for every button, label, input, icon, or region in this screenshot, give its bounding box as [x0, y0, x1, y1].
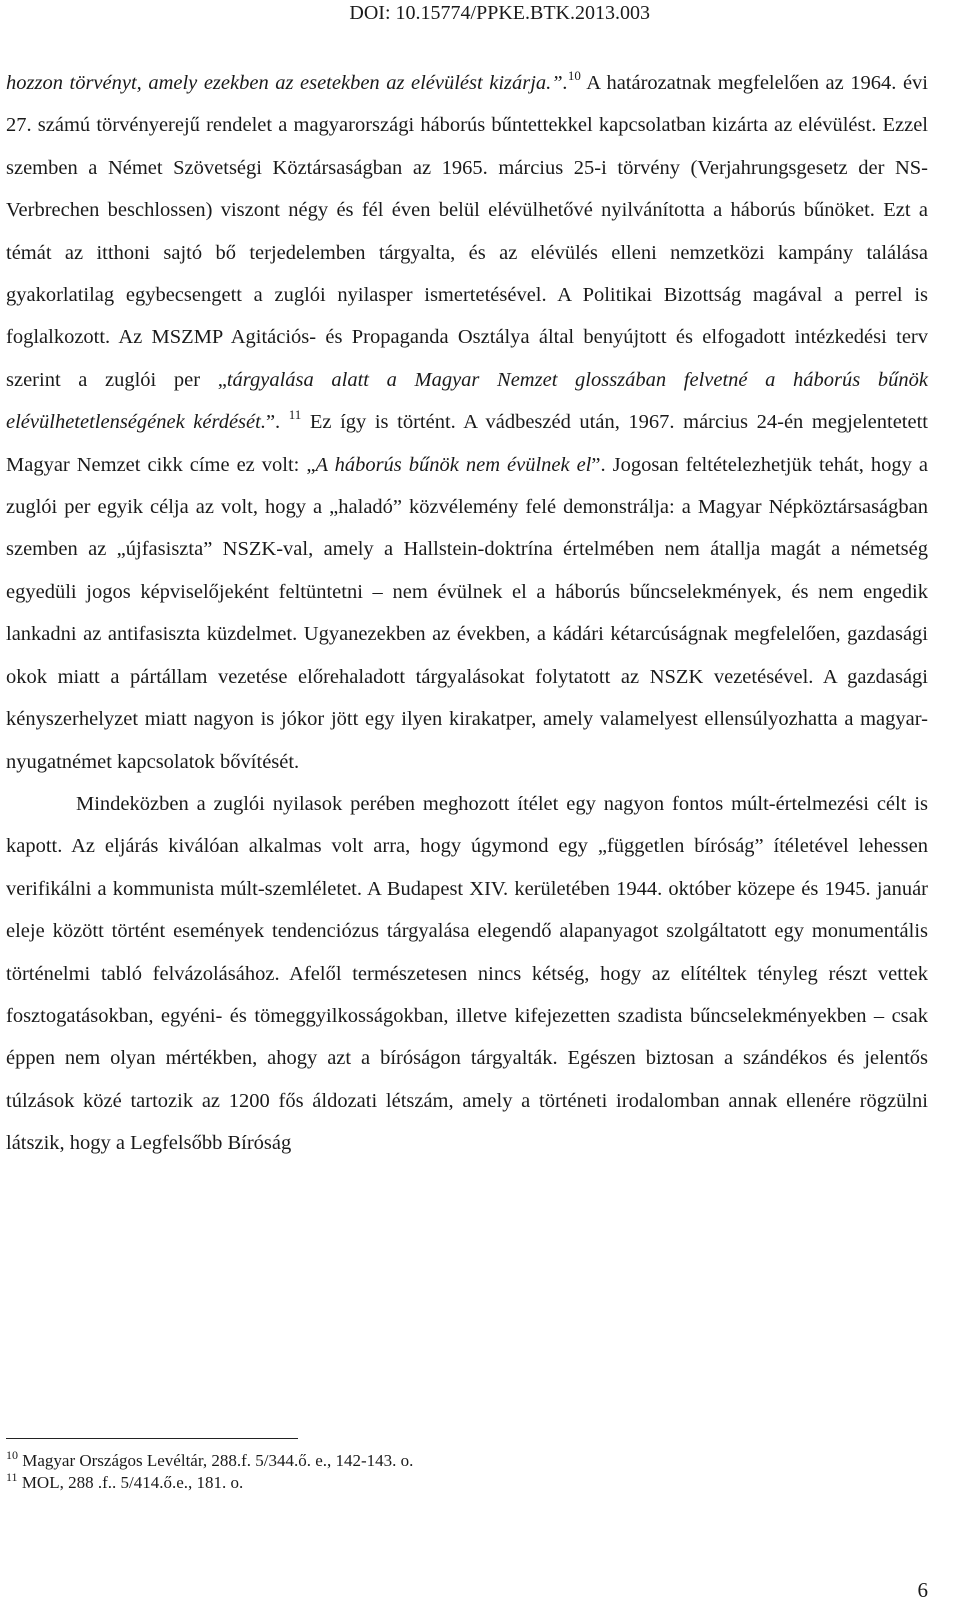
paragraph-2: Mindeközben a zuglói nyilasok perében meghozott ítélet egy nagyon fontos múlt-értelmezési célt is kapott. Az eljárás kiválóan alkalmas volt arra, hogy úgymond egy „független bíróság” ítéletével lehessen verifikálni a kommunista múlt-szemléletet. A Budapest XIV. kerületében 1944. október közepe és 1945. január eleje között történt események tendenciózus tárgyalása elegendő alapanyagot szolgáltatott egy monumentális történelmi tabló felvázolásához. Afelől természetesen nincs kétség, hogy az elítéltek tényleg részt vettek fosztogatásokban, egyéni- és tömeggyilkosságokban, illetve kifejezetten szadista bűncselekményekben – csak éppen nem olyan mértékben, ahogy azt a bíróságon tárgyalták. Egészen biztosan a szándékos és jelentős túlzások közé tartozik az 1200 fős áldozati létszám, amely a történeti irodalomban annak ellenére rögzülni látszik, hogy a Legfelsőbb Bíróság: [6, 792, 928, 1155]
footnote-text: MOL, 288 .f.. 5/414.ő.e., 181. o.: [17, 1473, 244, 1492]
footnote-10: [6, 1450, 413, 1472]
footnotes: [6, 1450, 413, 1494]
closing-quote: ”.: [265, 411, 289, 434]
article-title: A háborús bűnök nem évülnek el: [315, 453, 592, 476]
paragraph-1-text-c: ”. Jogosan feltételezhetjük tehát, hogy a zuglói per egyik célja az volt, hogy a „haladó” közvélemény felé demonstrálja: a Magyar Népköztársaságban szemben az „újfasiszta” NSZK-val, amely a Hallstein-doktrína értelmében nem átallja magát a németség egyedüli jogos képviselőjeként feltüntetni – nem évülnek el a háborús bűncselekmények, és nem engedik lankadni az antifasiszta küzdelmet. Ugyanezekben az években, a kádári kétarcúságnak megfelelően, gazdasági okok miatt a pártállam vezetése előrehaladott tárgyalásokat folytatott az NSZK vezetésével. A gazdasági kényszerhelyzet miatt nagyon is jókor jött egy ilyen kirakatper, amely valamelyest ellensúlyozhatta a magyar-nyugatnémet kapcsolatok bővítését.: [6, 453, 928, 773]
footnote-ref-11[interactable]: 11: [288, 407, 302, 423]
paragraph-1: [6, 62, 928, 783]
doi-header: DOI: 10.15774/PPKE.BTK.2013.003: [349, 2, 650, 24]
footnote-ref-10[interactable]: 10: [567, 68, 581, 83]
quote-italic-1: hozzon törvényt, amely ezekben az esetekben az elévülést kizárja.”.: [6, 72, 568, 94]
footnote-11: [6, 1472, 413, 1494]
footnote-separator: [6, 1438, 298, 1439]
footnote-text: Magyar Országos Levéltár, 288.f. 5/344.ő. e., 142-143. o.: [18, 1451, 414, 1470]
main-text: [6, 62, 928, 1165]
footnote-number: 11: [6, 1470, 18, 1484]
paragraph-1-text-b: Ez így is történt. A vádbeszéd után, 1967. március 24-én megjelentetett Magyar Nemzet cikk címe ez volt: „: [6, 411, 928, 476]
quote-italic-2: tárgyalása alatt a Magyar Nemzet glosszában felvetné a háborús bűnök elévülhetetlenségének kérdését.: [6, 368, 928, 434]
footnote-number: 10: [6, 1448, 18, 1462]
page-number: 6: [917, 1578, 928, 1602]
paragraph-1-text-a: A határozatnak megfelelően az 1964. évi 27. számú törvényerejű rendelet a magyarországi háborús bűntettekkel kapcsolatban kizárta az elévülést. Ezzel szemben a Német Szövetségi Köztársaságban az 1965. március 25-i törvény (Verjahrungsgesetz der NS-Verbrechen beschlossen) viszont négy és fél éven belül elévülhetővé nyilvánította a háborús bűnöket. Ezt a témát az itthoni sajtó bő terjedelemben tárgyalta, és az elévülés elleni nemzetközi kampány találása gyakorlatilag egybecsengett a zuglói nyilasper ismertetésével. A Politikai Bizottság magával a perrel is foglalkozott. Az MSZMP Agitációs- és Propaganda Osztálya által benyújtott és elfogadott intézkedési terv szerint a zuglói per „: [6, 72, 928, 391]
